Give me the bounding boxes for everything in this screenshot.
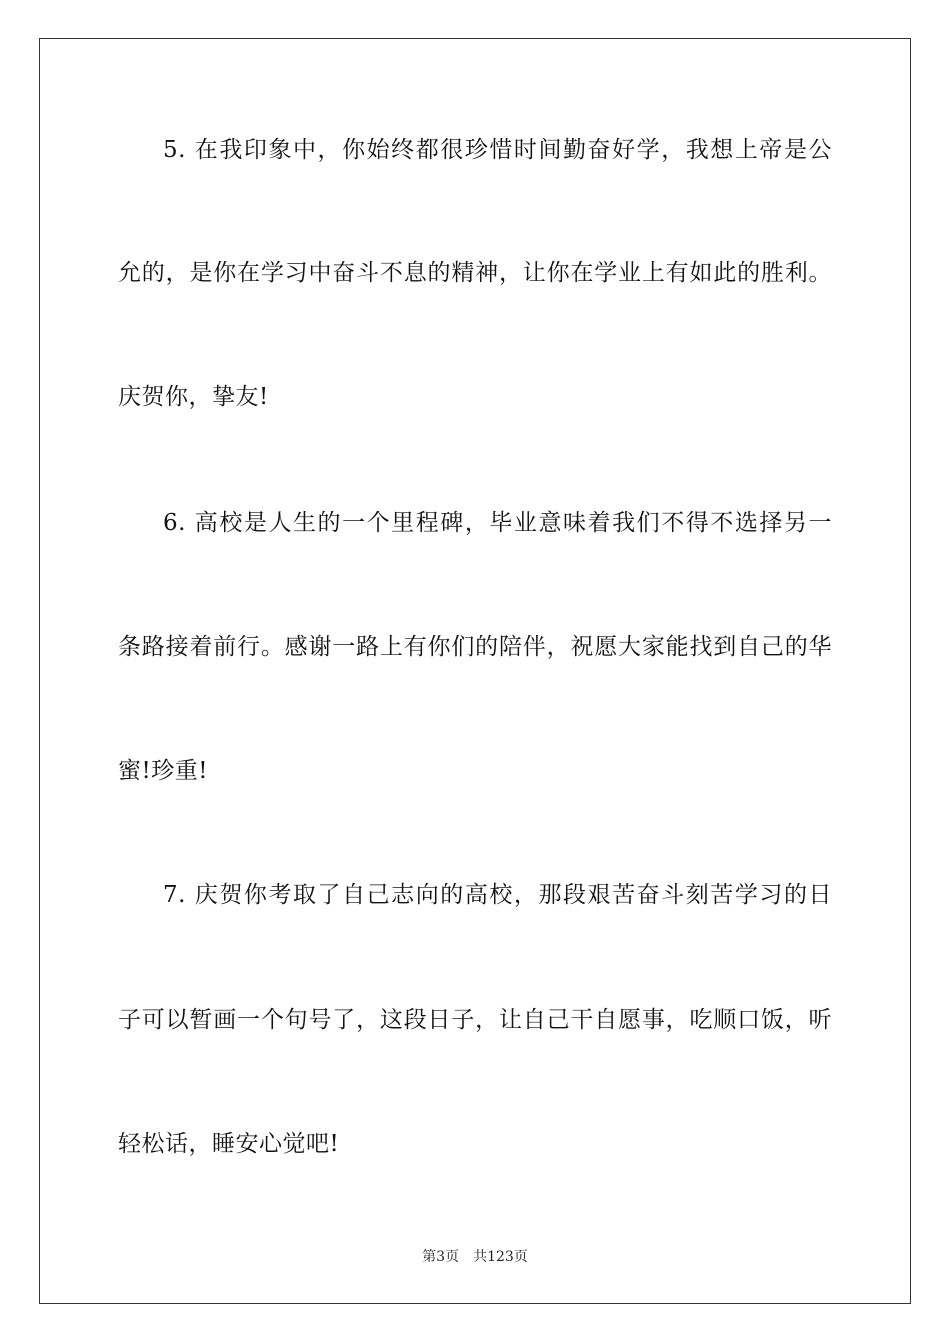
paragraph-5-line-1: 5. 在我印象中，你始终都很珍惜时间勤奋好学，我想上帝是公 — [163, 137, 832, 163]
page-footer — [0, 1248, 950, 1266]
paragraph-7-line-1: 7. 庆贺你考取了自己志向的高校，那段艰苦奋斗刻苦学习的日 — [163, 882, 832, 908]
page-frame — [39, 38, 911, 1304]
paragraph-7-line-2: 子可以暂画一个句号了，这段日子，让自己干自愿事，吃顺口饭，听 — [118, 1007, 832, 1033]
page-number: 第3页 — [422, 1249, 460, 1265]
paragraph-5-line-3: 庆贺你，挚友! — [118, 384, 269, 410]
page-total: 共123页 — [473, 1249, 528, 1265]
paragraph-6-line-2: 条路接着前行。感谢一路上有你们的陪伴，祝愿大家能找到自己的华 — [118, 634, 832, 660]
paragraph-6-line-1: 6. 高校是人生的一个里程碑，毕业意味着我们不得不选择另一 — [163, 510, 832, 536]
paragraph-5-line-2: 允的，是你在学习中奋斗不息的精神，让你在学业上有如此的胜利。 — [118, 260, 832, 286]
paragraph-7-line-3: 轻松话，睡安心觉吧! — [118, 1131, 340, 1157]
paragraph-6-line-3: 蜜!珍重! — [118, 758, 208, 784]
